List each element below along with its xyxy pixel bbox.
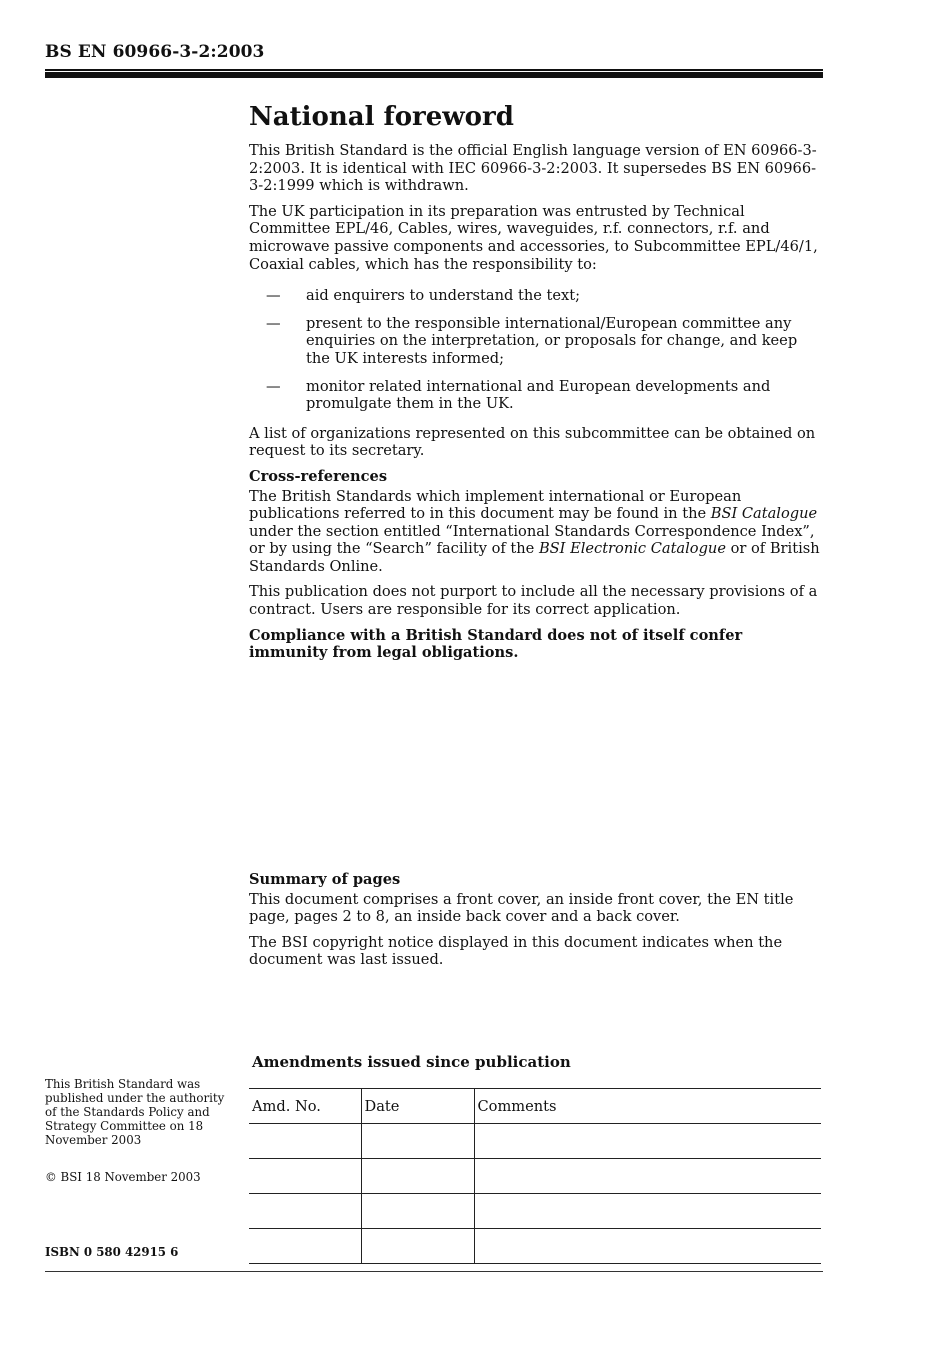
intro-paragraph: This British Standard is the official English language version of EN 60966-3-2:2003. It is identical with IEC 60966-3-2:2003. It supersedes BS EN 60966-3-2:1999 which is withdrawn. [249, 142, 817, 195]
table-cell [361, 1194, 474, 1229]
isbn-line: ISBN 0 580 42915 6 [45, 1245, 179, 1259]
contract-paragraph: This publication does not purport to include all the necessary provisions of a contract. Users are responsible for its correct application. [249, 583, 818, 619]
table-cell [361, 1124, 474, 1159]
bsi-electronic-catalogue-ref: BSI Electronic Catalogue [538, 540, 726, 558]
publication-authority-note: This British Standard was published under the authority of the Standards Policy and Strategy Committee on 18 November 2003 [45, 1077, 225, 1147]
table-cell [249, 1159, 361, 1194]
participation-paragraph: The UK participation in its preparation was entrusted by Technical Committee EPL/46, Cables, wires, waveguides, r.f. connectors, r.f. and microwave passive components and accessories, to Subcommittee EPL/46/1, Coaxial cables, which has the responsibility to: [249, 202, 818, 273]
column-header-amd-no: Amd. No. [249, 1089, 361, 1124]
header-rule-thick [45, 72, 823, 78]
amendments-title: Amendments issued since publication [252, 1053, 571, 1071]
foreword-section [249, 100, 825, 670]
crossref-text: or of British Standards Online. [249, 540, 820, 575]
column-header-comments: Comments [474, 1089, 821, 1124]
crossref-paragraph [249, 488, 825, 576]
list-dash: — [266, 377, 281, 395]
table-cell [474, 1229, 821, 1264]
table-header-row [249, 1089, 821, 1124]
table-cell [474, 1194, 821, 1229]
document-id: BS EN 60966-3-2:2003 [45, 42, 265, 62]
table-cell [249, 1124, 361, 1159]
list-item [249, 378, 825, 413]
crossref-text: under the section entitled “International Standards Correspondence Index”, or by using the “Search” facility of the [249, 522, 815, 558]
list-dash: — [266, 287, 281, 305]
crossref-text: The British Standards which implement international or European publications referred to in this document may be found in the [249, 487, 742, 523]
table-cell [474, 1159, 821, 1194]
table-row [249, 1159, 821, 1194]
table-cell [249, 1194, 361, 1229]
footer-rule [45, 1271, 823, 1272]
responsibility-list [249, 287, 825, 413]
copyright-notice-paragraph: The BSI copyright notice displayed in this document indicates when the document was last issued. [249, 933, 783, 969]
table-row [249, 1229, 821, 1264]
table-cell [361, 1229, 474, 1264]
list-item-text: aid enquirers to understand the text; [306, 287, 581, 305]
summary-paragraph: This document comprises a front cover, an inside front cover, the EN title page, pages 2 to 8, an inside back cover and a back cover. [249, 890, 794, 926]
table-row [249, 1194, 821, 1229]
list-item-text: present to the responsible international/European committee any enquiries on the interpretation, or proposals for change, and keep the UK interests informed; [306, 314, 798, 367]
table-cell [249, 1229, 361, 1264]
list-dash: — [266, 314, 281, 332]
compliance-statement: Compliance with a British Standard does not of itself confer immunity from legal obligations. [249, 626, 743, 662]
page-title: National foreword [249, 102, 514, 132]
summary-heading: Summary of pages [249, 871, 401, 888]
summary-section [249, 871, 825, 977]
amendments-table [249, 1088, 821, 1264]
table-cell [361, 1159, 474, 1194]
table-row [249, 1124, 821, 1159]
list-item-text: monitor related international and European developments and promulgate them in the UK. [306, 377, 771, 413]
table-cell [474, 1124, 821, 1159]
organizations-paragraph: A list of organizations represented on this subcommittee can be obtained on request to its secretary. [249, 424, 816, 460]
list-item [249, 315, 825, 368]
bsi-catalogue-ref: BSI Catalogue [710, 505, 818, 523]
list-item [249, 287, 825, 305]
header-rule-thin [45, 69, 823, 71]
crossref-heading: Cross-references [249, 467, 388, 485]
copyright-line: © BSI 18 November 2003 [45, 1170, 201, 1184]
column-header-date: Date [361, 1089, 474, 1124]
